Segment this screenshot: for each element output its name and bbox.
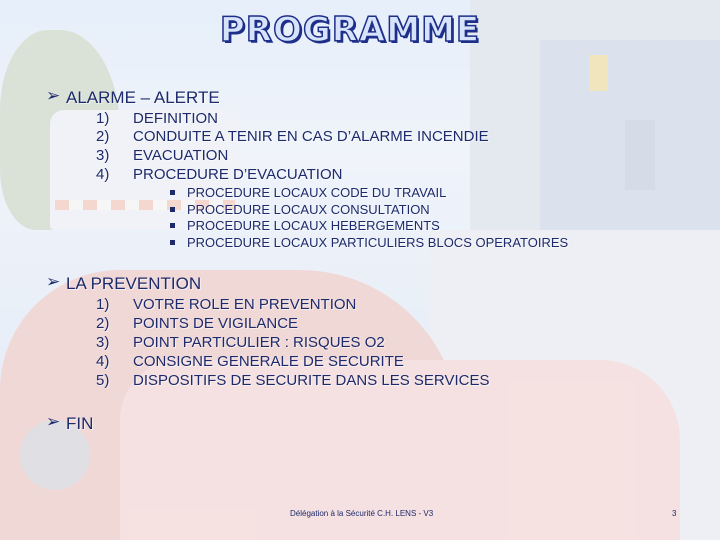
item-number: 3) bbox=[96, 147, 110, 164]
slide-title: PROGRAMME bbox=[219, 10, 481, 50]
sub-list-item: PROCEDURE LOCAUX CODE DU TRAVAIL bbox=[187, 185, 447, 200]
item-number: 2) bbox=[96, 315, 110, 332]
item-number: 1) bbox=[96, 296, 110, 313]
item-number: 3) bbox=[96, 334, 110, 351]
section-heading-alarme: ALARME – ALERTE bbox=[66, 88, 220, 107]
list-item: POINTS DE VIGILANCE bbox=[133, 315, 299, 332]
list-item: DISPOSITIFS DE SECURITE DANS LES SERVICES bbox=[133, 372, 490, 389]
sub-list-item: PROCEDURE LOCAUX HEBERGEMENTS bbox=[187, 218, 440, 233]
item-number: 4) bbox=[96, 166, 110, 183]
section-heading-fin: FIN bbox=[66, 414, 94, 433]
list-item: DEFINITION bbox=[133, 110, 218, 127]
page-number: 3 bbox=[672, 509, 677, 518]
list-item: CONDUITE A TENIR EN CAS D’ALARME INCENDIE bbox=[133, 128, 489, 145]
list-item: POINT PARTICULIER : RISQUES O2 bbox=[133, 334, 385, 351]
arrow-bullet-icon: ➢ bbox=[46, 412, 61, 431]
sub-list-item: PROCEDURE LOCAUX PARTICULIERS BLOCS OPERATOIRES bbox=[187, 235, 569, 250]
square-bullet-icon bbox=[170, 190, 175, 195]
item-number: 5) bbox=[96, 372, 110, 389]
section-heading-prevention: LA PREVENTION bbox=[66, 274, 202, 293]
sub-list-item: PROCEDURE LOCAUX CONSULTATION bbox=[187, 202, 430, 217]
arrow-bullet-icon: ➢ bbox=[46, 272, 61, 291]
list-item: EVACUATION bbox=[133, 147, 229, 164]
list-item: VOTRE ROLE EN PREVENTION bbox=[133, 296, 357, 313]
square-bullet-icon bbox=[170, 240, 175, 245]
square-bullet-icon bbox=[170, 223, 175, 228]
list-item: PROCEDURE D’EVACUATION bbox=[133, 166, 343, 183]
footer-text: Délégation à la Sécurité C.H. LENS - V3 bbox=[290, 509, 434, 518]
square-bullet-icon bbox=[170, 207, 175, 212]
list-item: CONSIGNE GENERALE DE SECURITE bbox=[133, 353, 404, 370]
item-number: 2) bbox=[96, 128, 110, 145]
item-number: 1) bbox=[96, 110, 110, 127]
item-number: 4) bbox=[96, 353, 110, 370]
arrow-bullet-icon: ➢ bbox=[46, 86, 61, 105]
